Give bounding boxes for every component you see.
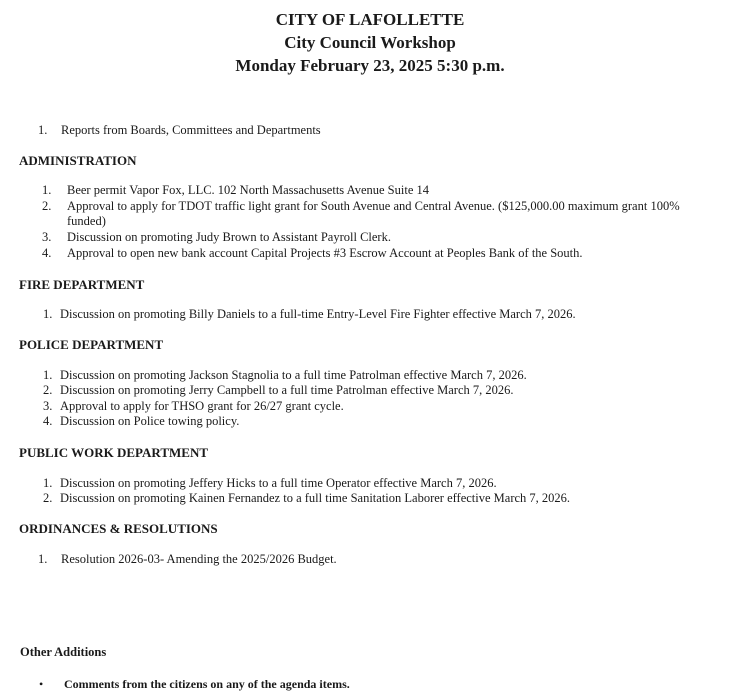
- list-item: Discussion on promoting Kainen Fernandez to a full time Sanitation Laborer effective March 7, 2026.: [60, 491, 571, 505]
- section-heading-public-work: PUBLIC WORK DEPARTMENT: [19, 445, 209, 460]
- list-item: Resolution 2026-03- Amending the 2025/2026 Budget.: [61, 552, 337, 566]
- list-item-number: 1.: [43, 368, 53, 382]
- reports-text: Reports from Boards, Committees and Departments: [61, 123, 321, 137]
- section-heading-fire: FIRE DEPARTMENT: [19, 277, 145, 292]
- list-item-number: 3.: [42, 230, 52, 244]
- meeting-date: Monday February 23, 2025 5:30 p.m.: [235, 56, 505, 75]
- section-heading-police: POLICE DEPARTMENT: [19, 337, 164, 352]
- list-item-number: 2.: [43, 491, 53, 505]
- list-item-number: 2.: [43, 383, 53, 397]
- list-item: Discussion on Police towing policy.: [60, 414, 240, 428]
- list-item: Discussion on promoting Judy Brown to Assistant Payroll Clerk.: [67, 230, 391, 244]
- list-item-number: 1.: [43, 476, 53, 490]
- list-item-number: 1.: [38, 552, 48, 566]
- section-heading-ordinances: ORDINANCES & RESOLUTIONS: [19, 521, 218, 536]
- reports-number: 1.: [38, 123, 48, 137]
- list-item-number: 1.: [42, 183, 52, 197]
- list-item: Discussion on promoting Billy Daniels to a full-time Entry-Level Fire Fighter effective March 7, 2026.: [60, 307, 576, 321]
- list-item-number: 4.: [42, 246, 52, 260]
- list-item: Approval to apply for TDOT traffic light grant for South Avenue and Central Avenue. ($125,000.00 maximum grant 100%: [67, 199, 680, 213]
- section-heading-other-additions: Other Additions: [20, 645, 107, 659]
- list-item: Comments from the citizens on any of the agenda items.: [64, 677, 350, 691]
- city-name: CITY OF LAFOLLETTE: [275, 10, 465, 29]
- list-item: Discussion on promoting Jackson Stagnolia to a full time Patrolman effective March 7, 2026.: [60, 368, 527, 382]
- list-item: Beer permit Vapor Fox, LLC. 102 North Massachusetts Avenue Suite 14: [67, 183, 429, 197]
- bullet-icon: •: [39, 677, 44, 691]
- meeting-title: City Council Workshop: [284, 33, 456, 52]
- list-item-number: 1.: [43, 307, 53, 321]
- section-heading-administration: ADMINISTRATION: [19, 153, 137, 168]
- list-item-number: 4.: [43, 414, 53, 428]
- list-item: Discussion on promoting Jerry Campbell to a full time Patrolman effective March 7, 2026.: [60, 383, 514, 397]
- list-item-number: 3.: [43, 399, 53, 413]
- list-item: Approval to apply for THSO grant for 26/27 grant cycle.: [60, 399, 344, 413]
- list-item: Approval to open new bank account Capital Projects #3 Escrow Account at Peoples Bank of the South.: [67, 246, 583, 260]
- list-item-number: 2.: [42, 199, 52, 213]
- list-item: Discussion on promoting Jeffery Hicks to a full time Operator effective March 7, 2026.: [60, 476, 497, 490]
- list-item-continuation: funded): [67, 214, 106, 228]
